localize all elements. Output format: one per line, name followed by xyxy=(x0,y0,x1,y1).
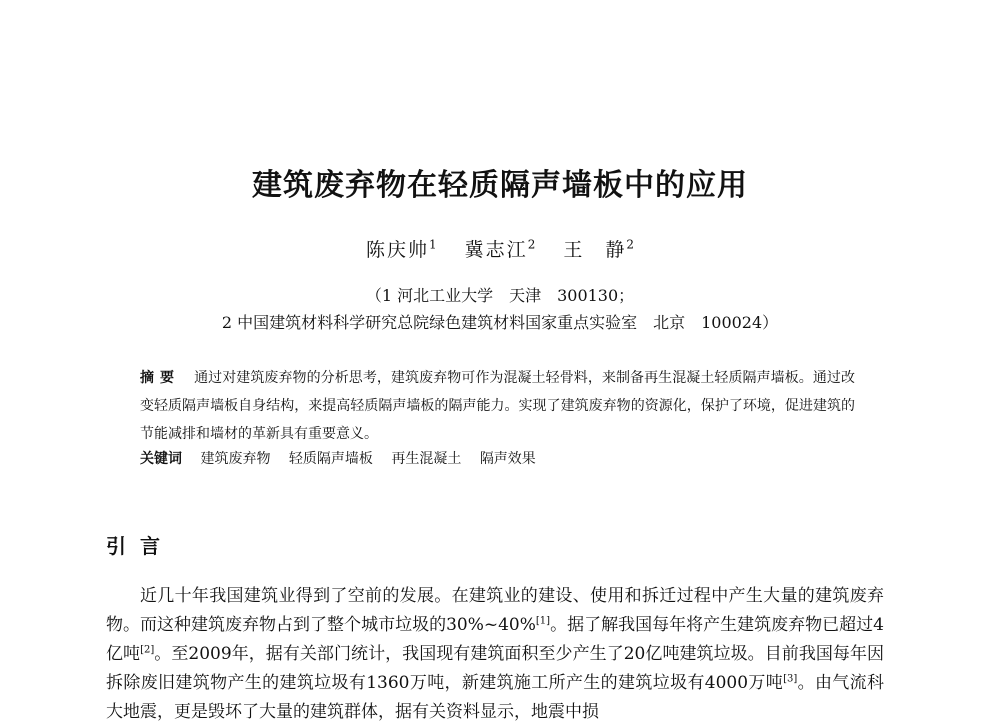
abstract-text: 通过对建筑废弃物的分析思考，建筑废弃物可作为混凝土轻骨料，来制备再生混凝土轻质隔声墙板。通过改变轻质隔声墙板自身结构，来提高轻质隔声墙板的隔声能力。实现了建筑废弃物的资源化，保护了环境，促进建筑的节能减排和墙材的革新具有重要意义。 xyxy=(140,370,855,442)
section-heading: 引言 xyxy=(106,534,174,558)
affiliation-line: （1 河北工业大学 天津 300130； xyxy=(365,286,635,305)
abstract-label: 摘要 xyxy=(140,370,181,386)
paragraph-text: 近几十年我国建筑业得到了空前的发展。在建筑业的建设、使用和拆迁过程中产生大量的建筑废弃物。而这种建筑废弃物占到了整个城市垃圾的30%~40% xyxy=(106,586,884,635)
author-affiliation-mark: 2 xyxy=(626,237,635,252)
author xyxy=(366,239,437,261)
body-paragraph xyxy=(106,582,884,727)
keywords xyxy=(140,448,855,468)
keywords-label: 关键词 xyxy=(140,451,182,467)
keyword: 再生混凝土 xyxy=(391,451,462,467)
author-affiliation-mark: 1 xyxy=(428,237,437,252)
paragraph-text: 。至2009年，据有关部门统计，我国现有建筑面积至少产生了20亿吨建筑垃圾。目前我国每年因拆除废旧建筑物产生的建筑垃圾有1360万吨，新建筑施工所产生的建筑垃圾有4000万吨 xyxy=(106,644,884,693)
author-name: 冀志江 xyxy=(464,239,528,261)
citation-ref: [3] xyxy=(783,673,798,685)
citation-ref: [1] xyxy=(535,615,551,627)
paragraph-text: 。由气流科大地震，更是毁坏了大量的建筑群体，据有关资料显示，地震中损 xyxy=(106,673,885,722)
paragraph-text: 。据了解我国每年将产生建筑废弃物已超过4亿吨 xyxy=(106,615,884,664)
abstract xyxy=(140,364,855,448)
keyword: 轻质隔声墙板 xyxy=(288,451,373,467)
author-affiliation-mark: 2 xyxy=(527,237,536,252)
author-name: 王 静 xyxy=(563,239,627,261)
author xyxy=(465,239,536,261)
author-list xyxy=(0,235,1000,262)
author xyxy=(563,239,634,261)
keyword: 建筑废弃物 xyxy=(200,451,271,467)
citation-ref: [2] xyxy=(140,644,155,656)
affiliation-line: 2 中国建筑材料科学研究总院绿色建筑材料国家重点实验室 北京 100024） xyxy=(221,313,779,332)
author-name: 陈庆帅 xyxy=(365,239,429,261)
paper-title: 建筑废弃物在轻质隔声墙板中的应用 xyxy=(252,168,748,203)
keyword: 隔声效果 xyxy=(479,451,536,467)
